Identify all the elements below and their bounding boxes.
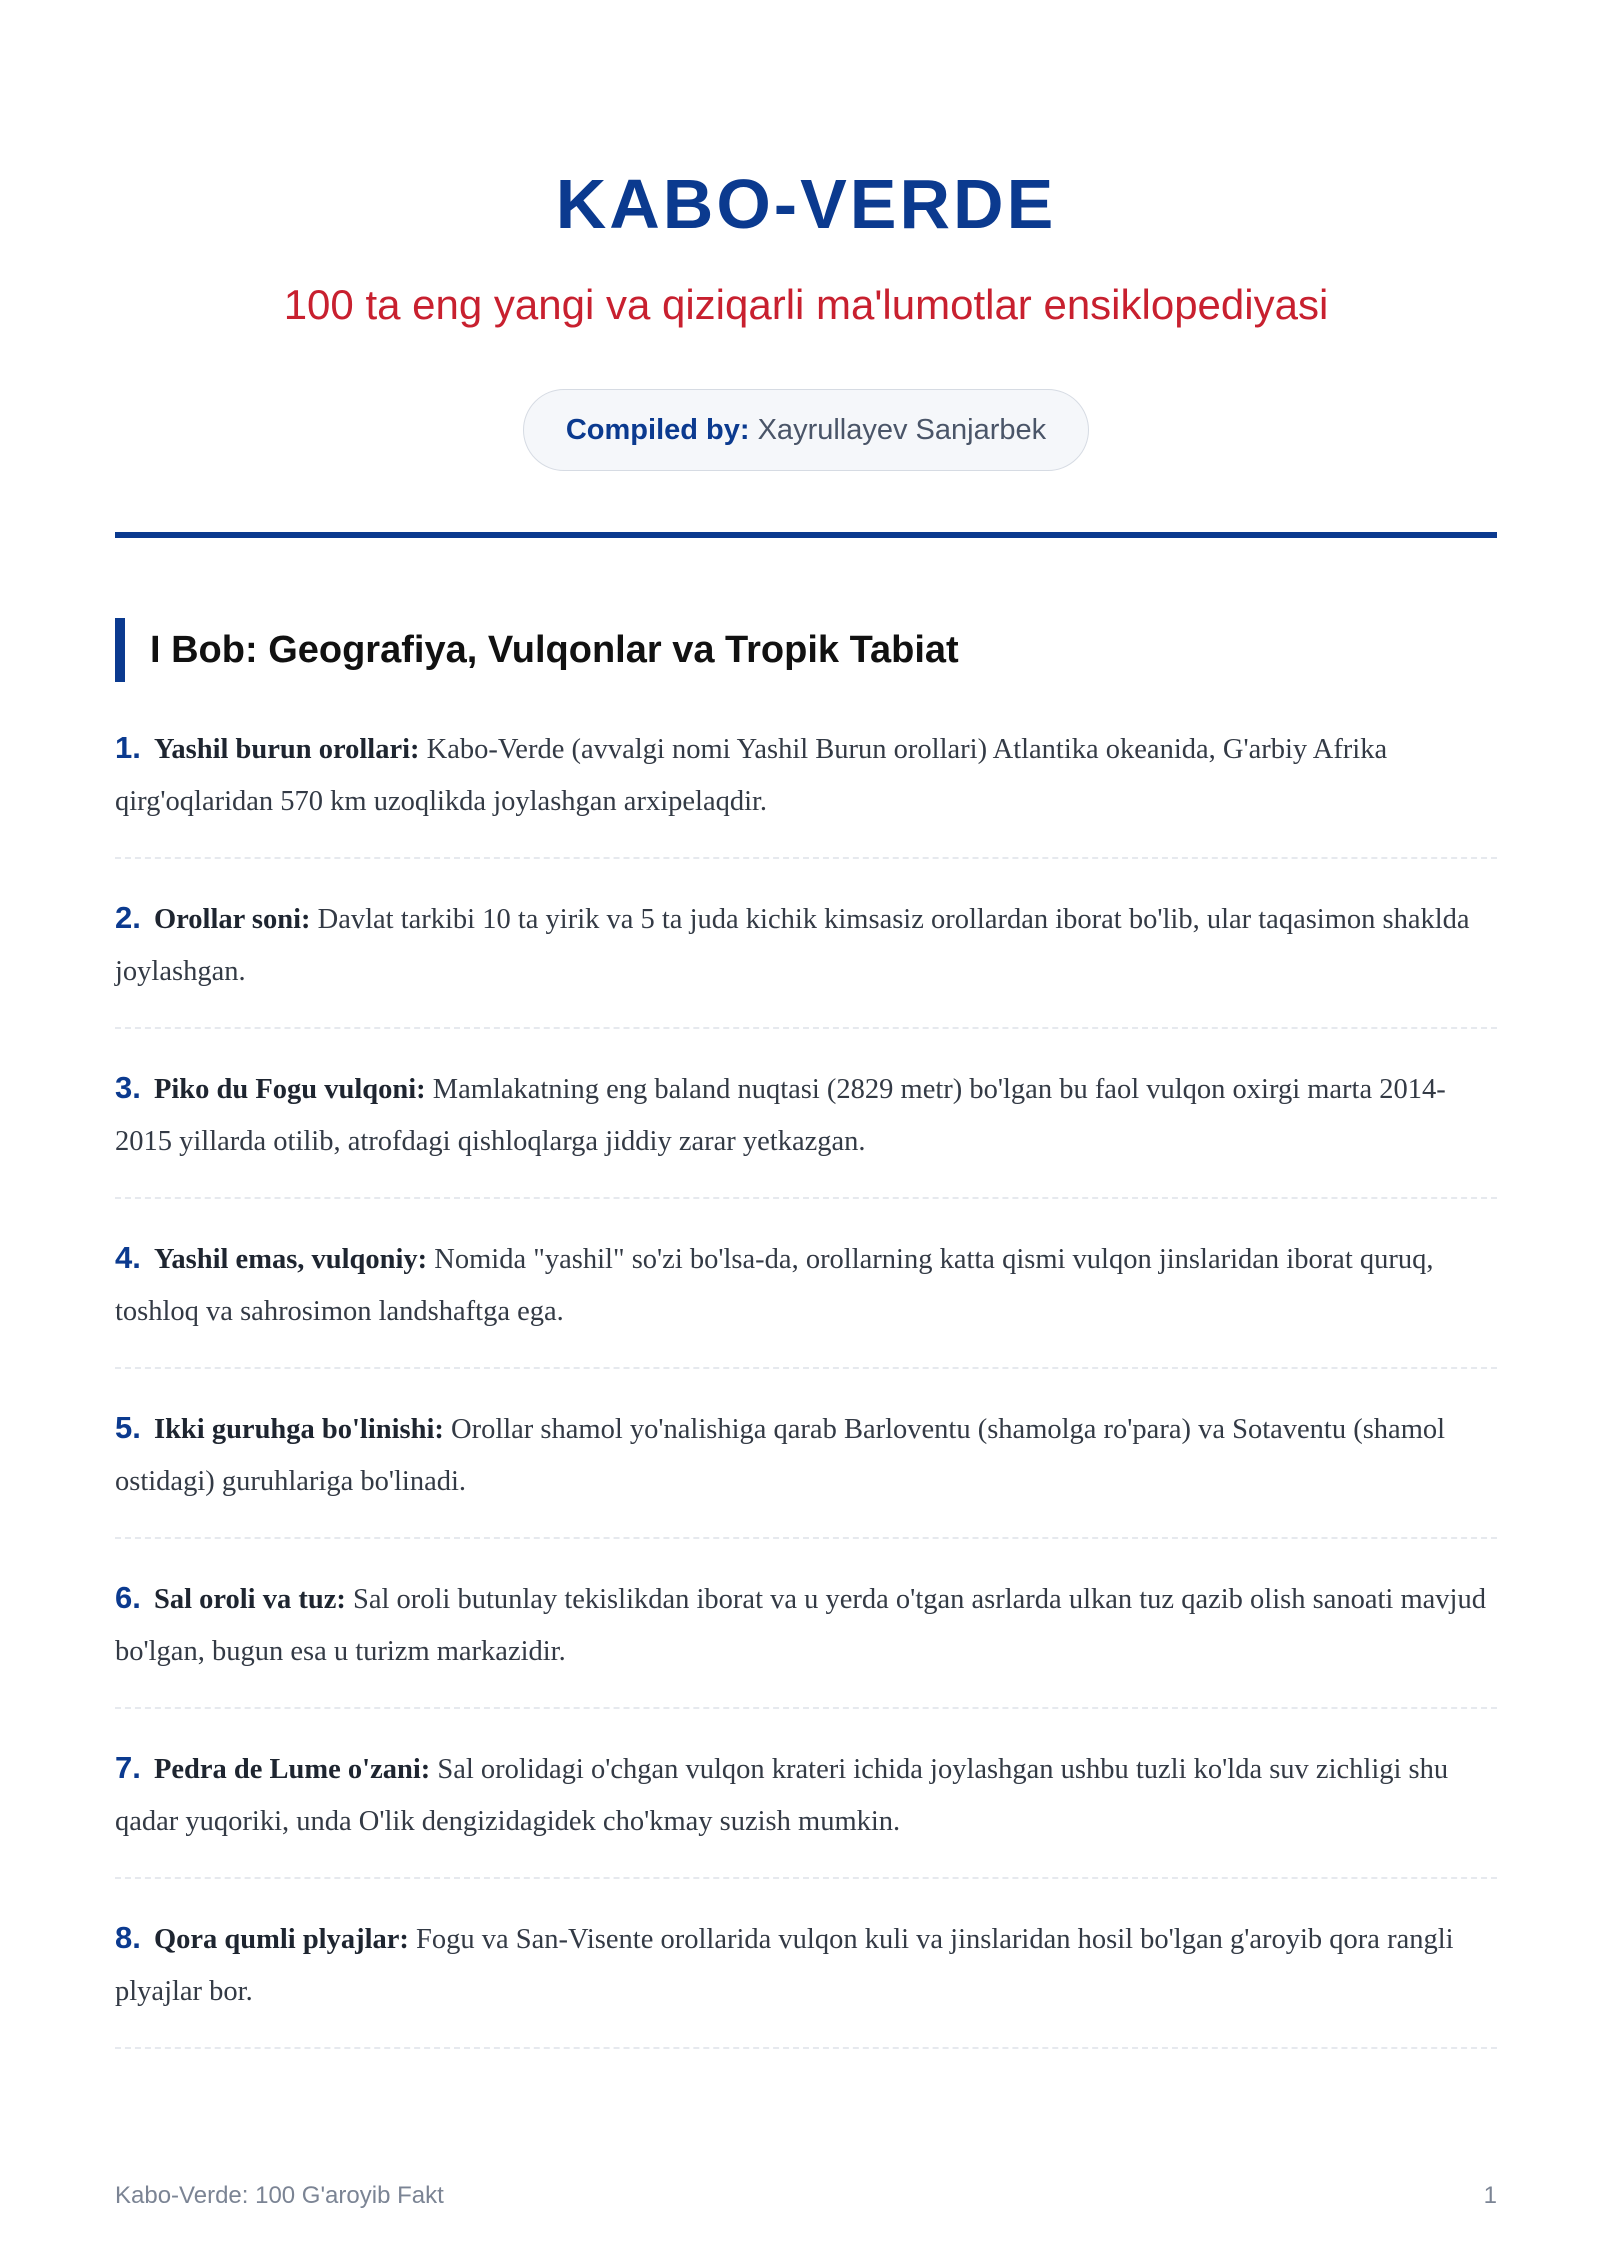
fact-item xyxy=(115,1742,1497,1879)
fact-list xyxy=(115,722,1497,2049)
fact-item xyxy=(115,1232,1497,1369)
fact-number: 7. xyxy=(115,1750,141,1785)
fact-item xyxy=(115,722,1497,859)
fact-title: Sal oroli va tuz: xyxy=(153,1584,346,1615)
fact-number: 2. xyxy=(115,900,141,935)
fact-item xyxy=(115,1912,1497,2049)
compiled-by-wrapper xyxy=(115,389,1497,471)
fact-title: Yashil emas, vulqoniy: xyxy=(153,1244,428,1275)
footer-title: Kabo-Verde: 100 G'aroyib Fakt xyxy=(115,2182,444,2209)
fact-item xyxy=(115,1572,1497,1709)
fact-text: Davlat tarkibi 10 ta yirik va 5 ta juda kichik kimsasiz orollardan iborat bo'lib, ular taqasimon shaklda joylashgan. xyxy=(115,904,1470,987)
page-number: 1 xyxy=(1483,2182,1497,2209)
fact-number: 1. xyxy=(115,730,141,765)
fact-title: Ikki guruhga bo'linishi: xyxy=(153,1414,444,1445)
fact-number: 3. xyxy=(115,1070,141,1105)
fact-item xyxy=(115,1402,1497,1539)
fact-text: Nomida "yashil" so'zi bo'lsa-da, orollarning katta qismi vulqon jinslaridan iborat quruq, toshloq va sahrosimon landshaftga ega. xyxy=(115,1244,1434,1327)
fact-number: 6. xyxy=(115,1580,141,1615)
document-title: KABO-VERDE xyxy=(555,165,1057,243)
fact-number: 5. xyxy=(115,1410,141,1445)
fact-text: Sal orolidagi o'chgan vulqon krateri ichida joylashgan ushbu tuzli ko'lda suv zichligi shu qadar yuqoriki, unda O'lik dengizidagidek cho'kmay suzish mumkin. xyxy=(115,1754,1449,1837)
compiled-by-name: Xayrullayev Sanjarbek xyxy=(757,414,1047,446)
page-footer xyxy=(115,2176,1497,2216)
document-page xyxy=(115,0,1497,2082)
fact-text: Fogu va San-Visente orollarida vulqon kuli va jinslaridan hosil bo'lgan g'aroyib qora rangli plyajlar bor. xyxy=(115,1924,1454,2007)
fact-title: Qora qumli plyajlar: xyxy=(153,1924,409,1955)
document-subtitle: 100 ta eng yangi va qiziqarli ma'lumotlar ensiklopediyasi xyxy=(283,281,1329,328)
fact-item xyxy=(115,1062,1497,1199)
fact-text: Kabo-Verde (avvalgi nomi Yashil Burun orollari) Atlantika okeanida, G'arbiy Afrika qirg'oqlaridan 570 km uzoqlikda joylashgan arxipelaqdir. xyxy=(115,734,1388,817)
fact-number: 8. xyxy=(115,1920,141,1955)
fact-text: Sal oroli butunlay tekislikdan iborat va u yerda o'tgan asrlarda ulkan tuz qazib olish sanoati mavjud bo'lgan, bugun esa u turizm markazidir. xyxy=(115,1584,1486,1667)
fact-item xyxy=(115,892,1497,1029)
compiled-by-badge xyxy=(523,389,1089,471)
fact-title: Pedra de Lume o'zani: xyxy=(153,1754,431,1785)
fact-text: Mamlakatning eng baland nuqtasi (2829 metr) bo'lgan bu faol vulqon oxirgi marta 2014-2015 yillarda otilib, atrofdagi qishloqlarga jiddiy zarar yetkazgan. xyxy=(115,1074,1446,1157)
fact-title: Orollar soni: xyxy=(153,904,311,935)
fact-number: 4. xyxy=(115,1240,141,1275)
chapter-heading: I Bob: Geografiya, Vulqonlar va Tropik Tabiat xyxy=(115,618,1497,682)
fact-text: Orollar shamol yo'nalishiga qarab Barloventu (shamolga ro'para) va Sotaventu (shamol ostidagi) guruhlariga bo'linadi. xyxy=(115,1414,1446,1497)
fact-title: Piko du Fogu vulqoni: xyxy=(153,1074,426,1105)
fact-title: Yashil burun orollari: xyxy=(153,734,420,765)
header-divider xyxy=(115,532,1497,538)
compiled-by-label: Compiled by: xyxy=(565,414,750,446)
